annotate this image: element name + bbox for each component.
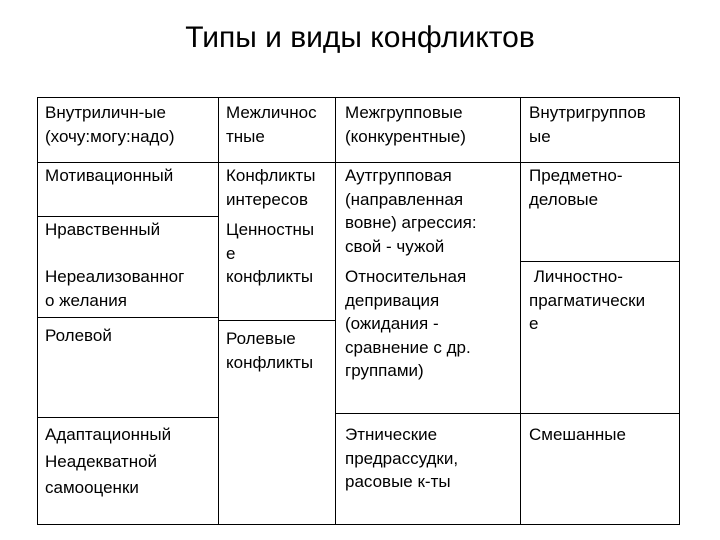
header-intrapersonal: Внутриличн-ые (хочу:могу:надо) [45, 103, 175, 146]
cell-moral: Нравственный [45, 220, 161, 239]
row-divider-col2 [218, 320, 335, 321]
cell-ethnic-prejudice: Этнические предрассудки, расовые к-ты [345, 425, 459, 491]
cell-adaptive: Адаптационный Неадекватной самооценки [45, 425, 172, 497]
header-interpersonal: Межличнос тные [226, 103, 317, 146]
row-divider-col34 [335, 413, 679, 414]
cell-motivational: Мотивационный [45, 166, 174, 185]
header-intergroup: Межгрупповые (конкурентные) [345, 103, 466, 146]
cell-value-conflicts: Ценностны е конфликты [226, 220, 315, 286]
cell-personal-pragmatic: Личностно- прагматически е [529, 267, 646, 333]
cell-outgroup-aggression: Аутгрупповая (направленная вовне) агрессия: свой - чужой [345, 166, 477, 256]
row-divider-col1-a [38, 216, 218, 217]
page-title: Типы и виды конфликтов [185, 21, 535, 54]
cell-relative-deprivation: Относительная депривация (ожидания - сравнение с др. группами) [345, 267, 471, 380]
cell-subject-business: Предметно- деловые [529, 166, 623, 209]
cell-mixed: Смешанные [529, 425, 626, 444]
header-intragroup: Внутригруппов ые [529, 103, 646, 146]
row-divider-col4 [520, 261, 679, 262]
conflicts-table [37, 97, 680, 525]
row-divider-col1-c [38, 417, 218, 418]
cell-role: Ролевой [45, 326, 112, 345]
cell-interest-conflicts: Конфликты интересов [226, 166, 316, 209]
header-divider [38, 162, 679, 163]
cell-unrealized-desire: Нереализованног о желания [45, 267, 185, 310]
row-divider-col1-b [38, 317, 218, 318]
cell-role-conflicts: Ролевые конфликты [226, 329, 314, 372]
